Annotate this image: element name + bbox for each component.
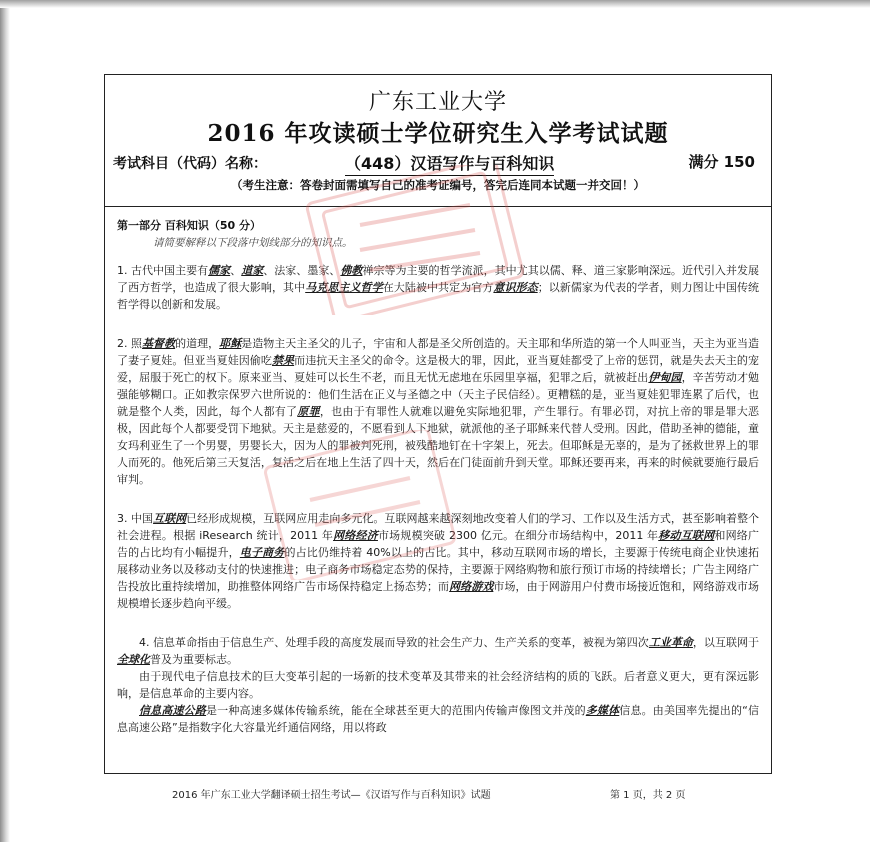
university-name: 广东工业大学 — [368, 90, 507, 115]
underlined-term: 工业革命 — [648, 636, 693, 649]
exam-title: 2016 年攻读硕士学位研究生入学考试试题 — [207, 120, 669, 147]
candidate-notice: （考生注意：答卷封面需填写自己的准考证编号，答完后连同本试题一并交回！） — [231, 178, 645, 192]
underlined-term: 马克思主义哲学 — [305, 281, 383, 294]
scan-edge-top — [0, 0, 870, 8]
subject-label: 考试科目（代码）名称： — [113, 156, 267, 172]
underlined-term: 伊甸园 — [648, 371, 682, 384]
underlined-term: 信息高速公路 — [139, 704, 207, 717]
page-number: 第 1 页，共 2 页 — [610, 790, 686, 801]
question-paragraph-2: 2. 照基督教的道理，耶稣是造物主天主圣父的儿子，宇宙和人都是圣父所创造的。天主耶和华所造的第一个人叫亚当，天主为亚当造了妻子夏娃。但亚当夏娃因偷吃禁果而违抗天主圣父的命令。这是极大的罪，因此，亚当夏娃都受了上帝的惩罚，就是失去天主的宠爱，屈服于死亡的权下。原来亚当、夏娃可以长生不老，而且无忧无虑地在乐园里享福，犯罪之后，就被赶出伊甸园，辛苦劳动才勉强能够糊口。正如教宗保罗六世所说的：他们生活在正义与圣德之中（天主子民信经）。更糟糕的是，亚当夏娃犯罪连累了后代，也就是整个人类，因此，每个人都有了原罪，也由于有罪性人就难以避免实际地犯罪，产生罪行。有罪必罚，对抗上帝的罪是罪大恶极，因此每个人都要受罚下地狱。天主是慈爱的，不愿看到人下地狱，就派他的圣子耶稣来代替人受刑。因此，借助圣神的德能，童女玛利亚生了一个男婴，男婴长大，因为人的罪被判死刑，被残酷地钉在十字架上，死去。但耶稣是无辜的，是为了拯救世界上的罪人而死的。他死后第三天复活，复活之后在地上生活了四十天，然后在门徒面前升到天堂。耶稣还要再来，再来的时候就要施行最后审判。 — [117, 337, 760, 486]
underlined-term: 道家 — [241, 264, 264, 277]
underlined-term: 儒家 — [208, 264, 231, 277]
question-paragraph-3: 3. 中国互联网已经形成规模，互联网应用走向多元化。互联网越来越深刻地改变着人们的学习、工作以及生活方式，甚至影响着整个社会进程。根据 iResearch 统计，2011 年网络经济市场规模突破 2300 亿元。在细分市场结构中，2011 年移动互联网和网络广告的占比均有小幅提升，电子商务的占比仍维持着 40%以上的占比。其中，移动互联网市场的增长，主要源于传统电商企业快速拓展移动业务以及移动支付的快速推进；电子商务市场稳定态势的保持，主要源于网络购物和旅行预订市场的持续增长；广告主网络广告投放比重持续增加，助推整体网络广告市场保持稳定上扬态势；而网络游戏市场，由于网游用户付费市场接近饱和，网络游戏市场规模增长逐步趋向平缓。 — [117, 512, 760, 610]
subject-value: （448）汉语写作与百科知识 — [345, 151, 554, 176]
underlined-term: 基督教 — [142, 337, 176, 350]
underlined-term: 电子商务 — [239, 546, 285, 559]
question-paragraph-4: 4. 信息革命指由于信息生产、处理手段的高度发展而导致的社会生产力、生产关系的变革，被视为第四次工业革命，以互联网于全球化普及为重要标志。 由于现代电子信息技术的巨大变革引起的一场新的技术变革及其带来的社会经济结构的质的飞跃。后者意义更大，更有深远影响，是信息革命的主要内容。 信息高速公路是一种高速多媒体传输系统，能在全球甚至更大的范围内传输声像图文并茂的多媒体信息。由美国率先提出的“信息高速公路”是指数字化大容量光纤通信网络，用以将政 — [117, 636, 760, 734]
full-score: 满分 150 — [688, 153, 755, 171]
underlined-term: 禁果 — [271, 354, 295, 367]
underlined-term: 佛教 — [340, 264, 363, 277]
underlined-term: 互联网 — [153, 512, 187, 525]
scan-edge-left — [0, 0, 10, 842]
paragraph-4-sentence-2: 由于现代电子信息技术的巨大变革引起的一场新的技术变革及其带来的社会经济结构的质的飞跃。后者意义更大，更有深远影响，是信息革命的主要内容。 — [117, 670, 759, 700]
exam-paper — [104, 74, 772, 774]
exam-header — [105, 75, 771, 207]
underlined-term: 网络经济 — [333, 529, 378, 542]
underlined-term: 意识形态 — [493, 281, 538, 294]
question-paragraph-1: 1. 古代中国主要有儒家、道家、法家、墨家、佛教禅宗等为主要的哲学流派，其中尤其以儒、释、道三家影响深远。近代引入并发展了西方哲学，也造成了很大影响，其中马克思主义哲学在大陆被中共定为官方意识形态；以新儒家为代表的学者，则力图让中国传统哲学得以创新和发展。 — [117, 264, 760, 311]
underlined-term: 移动互联网 — [658, 529, 715, 542]
underlined-term: 原罪 — [297, 405, 320, 418]
underlined-term: 全球化 — [117, 653, 150, 666]
underlined-term: 网络游戏 — [449, 580, 494, 593]
exam-body — [105, 207, 771, 736]
part-instruction: 请简要解释以下段落中划线部分的知识点。 — [153, 237, 353, 249]
underlined-term: 多媒体 — [585, 704, 620, 717]
underlined-term: 耶稣 — [219, 337, 242, 350]
part-title: 第一部分 百科知识（50 分） — [117, 219, 261, 232]
footer-title: 2016 年广东工业大学翻译硕士招生考试—《汉语写作与百科知识》试题 — [172, 790, 491, 801]
